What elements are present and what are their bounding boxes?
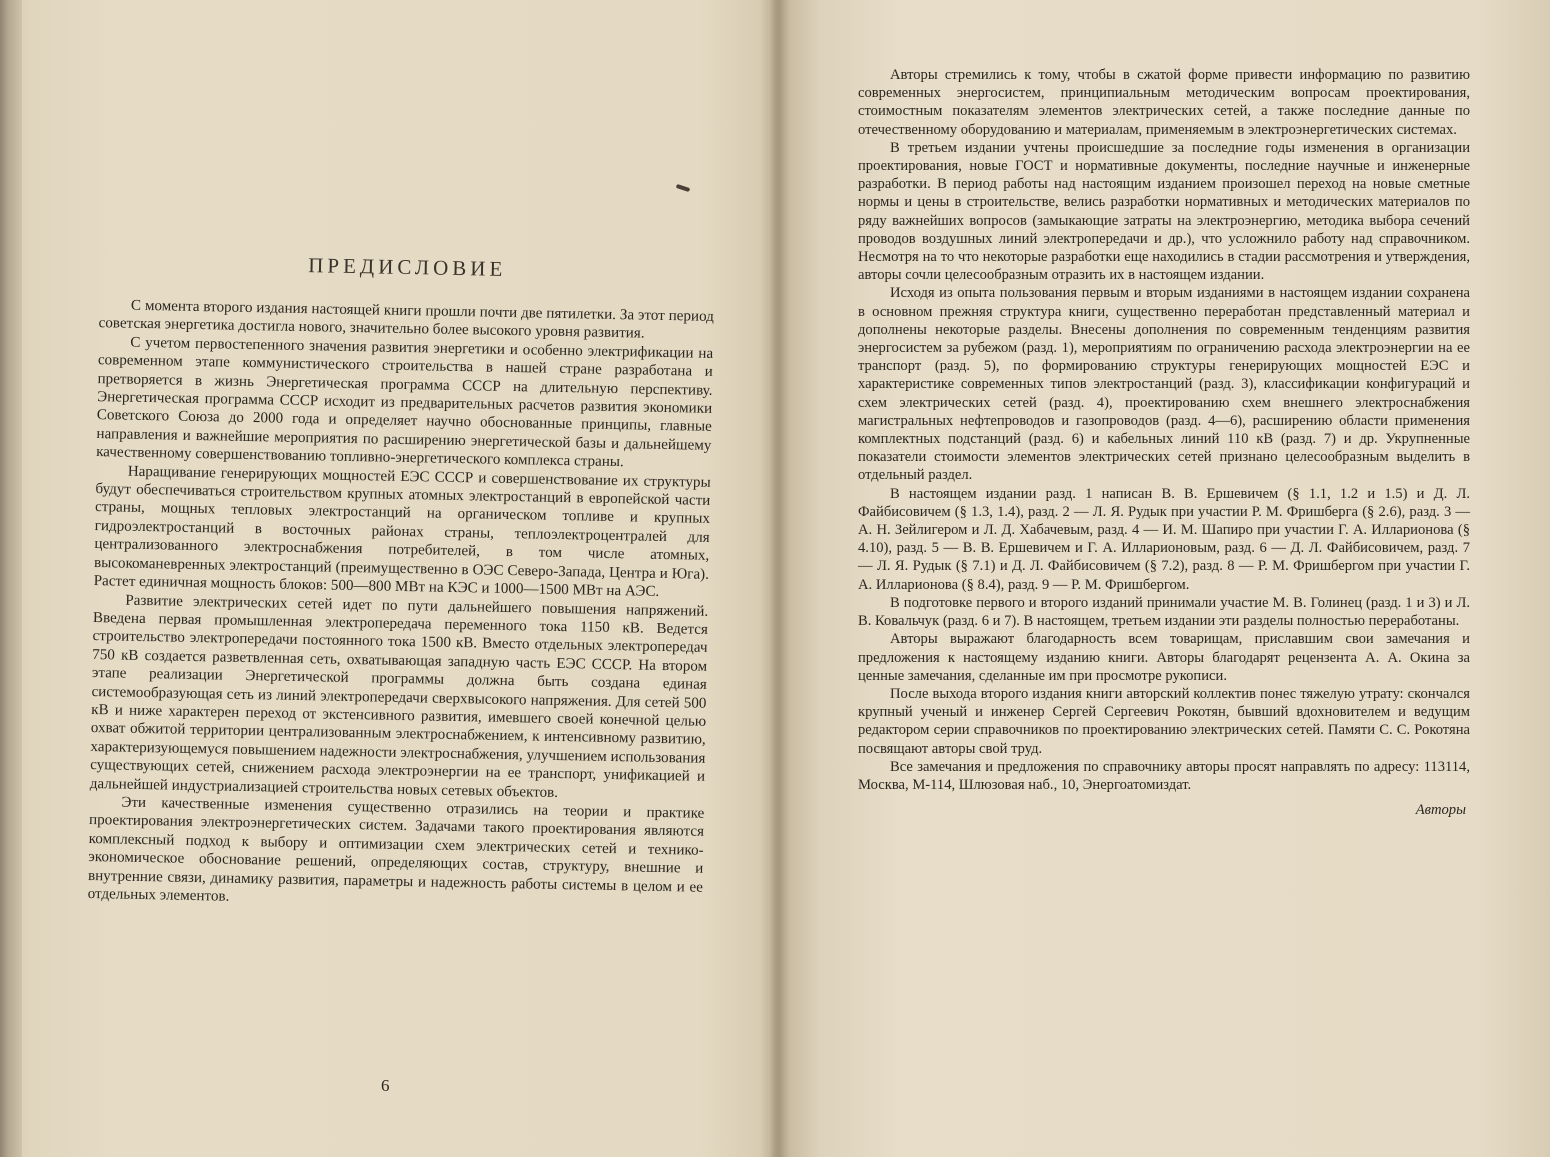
right-paragraph-2: В третьем издании учтены происшедшие за последние годы изменения в организации проектирования, новые ГОСТ и нормативные документы, последние научные и инженерные разработки. В период работы над настоящим изданием произошел переход на новые сметные нормы и цены в строительстве, велись разработки нормативных и методических материалов по ряду важнейших вопросов (замыкающие затраты на электроэнергию, методика выбора сечений проводов воздушных линий электропередачи и др.), что усложнило работу над справочником. Несмотря на то что некоторые разработки еще находились в стадии рассмотрения и утверждения, авторы сочли целесообразным отразить их в настоящем издании. [858,139,1470,284]
left-page [87,249,714,915]
right-paragraph-8: Все замечания и предложения по справочнику авторы просят направлять по адресу: 113114, Москва, М-114, Шлюзовая наб., 10, Энергоатомиздат. [858,758,1470,793]
right-page [858,66,1470,819]
left-paragraph-3: Наращивание генерирующих мощностей ЕЭС СССР и совершенствование их структуры будут обеспечиваться строительством крупных атомных электростанций в европейской части страны, мощных тепловых электростанций на органическом топливе и крупных гидроэлектростанций в восточных районах страны, теплоэлектроцентралей для централизованного электроснабжения потребителей, в том числе атомных, высокоманевренных электростанций (преимущественно в ОЭС Северо-Запада, Центра и Юга). Растет единичная мощность блоков: 500—800 МВт на КЭС и 1000—1500 МВт на АЭС. [93,463,711,600]
right-paragraph-7: После выхода второго издания книги авторский коллектив понес тяжелую утрату: скончался крупный ученый и инженер Сергей Сергеевич Рокотян, бывший вдохновителем и ведущим редактором серии справочников по проектированию электрических сетей. Памяти С. С. Рокотяна посвящают авторы свой труд. [858,685,1470,757]
right-paragraph-4: В настоящем издании разд. 1 написан В. В. Ершевичем (§ 1.1, 1.2 и 1.5) и Д. Л. Файбисовичем (§ 1.3, 1.4), разд. 2 — Л. Я. Рудык при участии Р. М. Фришберга (§ 2.6), разд. 3 — А. Н. Зейлигером и Л. Д. Хабачевым, разд. 4 — И. М. Шапиро при участии Г. А. Илларионова (§ 4.10), разд. 5 — В. В. Ершевичем и Г. А. Илларионовым, разд. 6 — Д. Л. Файбисовичем, разд. 7 — Л. Я. Рудык (§ 7.1) и Д. Л. Файбисовичем (§ 7.2), разд. 8 — Р. М. Фришбергом при участии Г. А. Илларионова (§ 8.4), разд. 9 — Р. М. Фришбергом. [858,485,1470,593]
page-edge-shadow [0,0,22,1157]
paper-speck [676,184,691,192]
book-gutter [770,0,790,1157]
right-paragraph-6: Авторы выражают благодарность всем товарищам, приславшим свои замечания и предложения к настоящему изданию книги. Авторы благодарят рецензента А. А. Окина за ценные замечания, сделанные им при просмотре рукописи. [858,631,1470,684]
page-number: 6 [381,1076,390,1095]
left-paragraph-4: Развитие электрических сетей идет по пути дальнейшего повышения напряжений. Введена первая промышленная электропередача переменного тока 1150 кВ. Ведется строительство электропередачи постоянного тока 1500 кВ. Вместо отдельных электропередач 750 кВ создается разветвленная сеть, охватывающая западную часть ЕЭС СССР. На втором этапе реализации Энергетической программы должна быть создана единая системообразующая сеть из линий электропередачи сверхвысокого напряжения. Для сетей 500 кВ и ниже характерен переход от экстенсивного развития, имевшего своей конечной целью охват обжитой территории централизованным электроснабжением, к интенсивному развитию, характеризующемуся повышением надежности электроснабжения, улучшением использования существующих сетей, снижением расхода электроэнергии на ее транспорт, унификацией и дальнейшей индустриализацией строительства новых сетевых объектов. [89,592,709,801]
right-paragraph-1: Авторы стремились к тому, чтобы в сжатой форме привести информацию по развитию современных энергосистем, принципиальным методическим вопросам проектирования, стоимостным показателям элементов электрических сетей, а также последние данные по отечественному оборудованию и материалам, применяемым в электроэнергетических системах. [858,67,1470,138]
left-paragraph-2: С учетом первостепенного значения развития энергетики и особенно электрификации на современном этапе коммунистического строительства в нашей стране разработана и претворяется в жизнь Энергетическая программа СССР на длительную перспективу. Энергетическая программа СССР исходит из предварительных расчетов развития экономики Советского Союза до 2000 года и определяет научно обоснованные принципы, главные направления и важнейшие мероприятия по расширению энергетической базы и дальнейшему качественному совершенствованию топливно-энергетического комплекса страны. [96,334,714,471]
right-paragraph-5: В подготовке первого и второго изданий принимали участие М. В. Голинец (разд. 1 и 3) и Л. В. Ковальчук (разд. 6 и 7). В настоящем, третьем издании эти разделы полностью переработаны. [858,594,1470,630]
authors-signature: Авторы [1415,802,1466,819]
right-paragraph-3: Исходя из опыта пользования первым и вторым изданиями в настоящем издании сохранена в основном прежняя структура книги, существенно переработан представленный материал и дополнены некоторые разделы. Внесены дополнения по современным тенденциям развития энергосистем за рубежом (разд. 1), мероприятиям по ограничению расхода электроэнергии на ее транспорт (разд. 5), по формированию структуры генерирующих мощностей ЕЭС и характеристике современных типов электростанций (разд. 3), классификации конфигураций и схем электрических сетей (разд. 4), проектированию схем внешнего электроснабжения магистральных нефтепроводов и газопроводов (разд. 4—6), расширению области применения комплектных подстанций (разд. 6) и кабельных линий 110 кВ (разд. 7) и др. Укрупненные показатели стоимости элементов электрических сетей признано целесообразным выделить в отдельный раздел. [858,285,1470,484]
left-paragraph-1: С момента второго издания настоящей книги прошли почти две пятилетки. За этот период советская энергетика достигла нового, значительно более высокого уровня развития. [98,297,715,342]
page-heading: ПРЕДИСЛОВИЕ [308,253,507,281]
left-paragraph-5: Эти качественные изменения существенно отразились на теории и практике проектирования электроэнергетических систем. Задачами такого проектирования являются комплексный подход к выбору и оптимизации схем электрических сетей и технико-экономическое обоснование решений, определяющих состав, структуру, внешние и внутренние связи, динамику развития, параметры и надежность работы системы в целом и ее отдельных элементов. [87,794,705,905]
